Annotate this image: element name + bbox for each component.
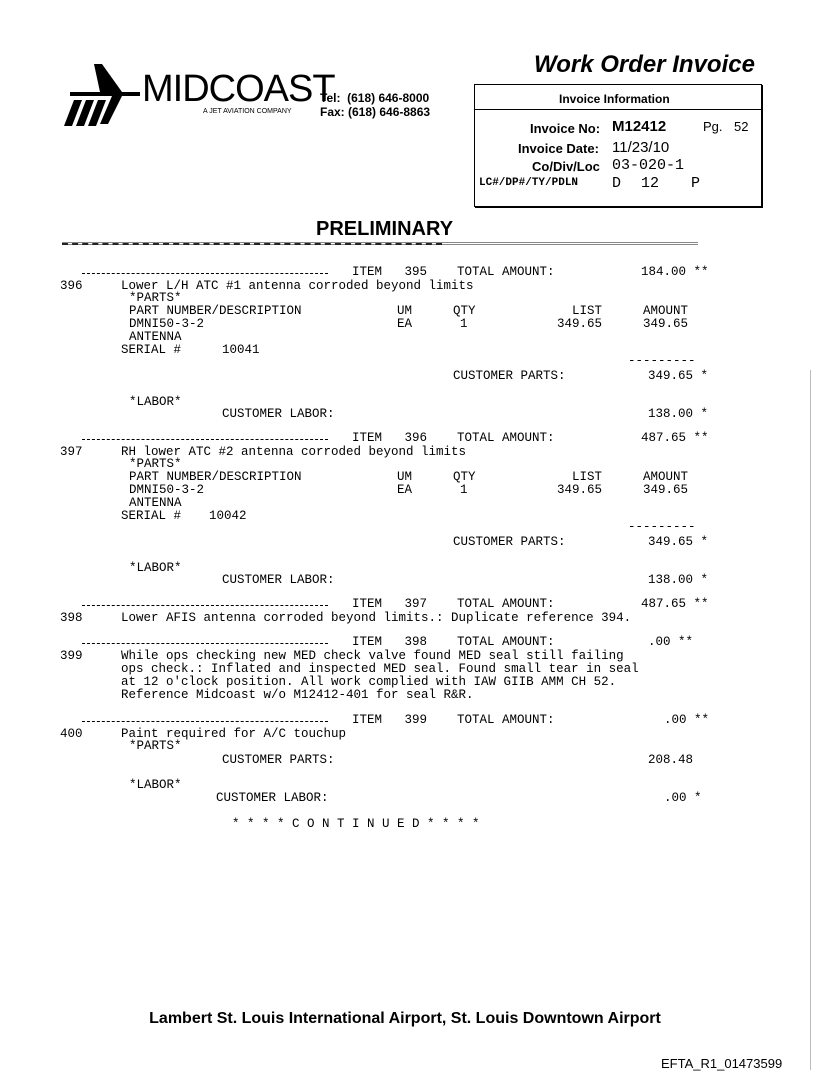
preliminary-rule-dark: [62, 243, 442, 245]
customer-parts-amount: 349.65 *: [648, 369, 709, 383]
serial-label: SERIAL #: [121, 509, 182, 523]
subtotal-separator: ---------: [628, 354, 696, 368]
item-description-line: While ops checking new MED check valve found MED seal still failing: [121, 649, 624, 663]
serial-label: SERIAL #: [121, 343, 182, 357]
airplane-logo-icon: [60, 62, 140, 128]
col-um-header: UM: [397, 304, 413, 318]
item-description-line: Reference Midcoast w/o M12412-401 for seal R&R.: [121, 688, 474, 702]
document-title: Work Order Invoice: [534, 51, 755, 78]
page-label: Pg.: [703, 119, 723, 134]
codivloc-label: Co/Div/Loc: [532, 159, 600, 174]
customer-parts-label: CUSTOMER PARTS:: [222, 753, 335, 767]
part-um: EA: [397, 317, 413, 331]
parts-label: *PARTS*: [129, 739, 182, 753]
customer-labor-amount: .00 *: [664, 791, 702, 805]
invoice-date-value: 11/23/10: [612, 139, 670, 156]
preliminary-stamp: PRELIMINARY: [316, 218, 454, 240]
serial-number: 10041: [222, 343, 260, 357]
customer-parts-label: CUSTOMER PARTS:: [453, 535, 566, 549]
customer-labor-label: CUSTOMER LABOR:: [222, 407, 335, 421]
part-um: EA: [397, 483, 413, 497]
invoice-info-title: Invoice Information: [559, 92, 670, 106]
item-line: ITEM 397 TOTAL AMOUNT:: [352, 597, 555, 611]
item-description-line: at 12 o'clock position. All work complied with IAW GIIB AMM CH 52.: [121, 675, 617, 689]
item-total: 487.65 **: [641, 597, 709, 611]
col-amount-header: AMOUNT: [643, 470, 689, 484]
col-part-header: PART NUMBER/DESCRIPTION: [129, 470, 302, 484]
customer-labor-label: CUSTOMER LABOR:: [222, 573, 335, 587]
item-total: 487.65 **: [641, 431, 709, 445]
parts-label: *PARTS*: [129, 457, 182, 471]
item-total: .00 **: [648, 635, 694, 649]
col-part-header: PART NUMBER/DESCRIPTION: [129, 304, 302, 318]
invoice-date-label: Invoice Date:: [518, 141, 599, 156]
col-qty-header: QTY: [453, 470, 476, 484]
part-description: ANTENNA: [129, 496, 182, 510]
item-description: Lower AFIS antenna corroded beyond limits.: Duplicate reference 394.: [121, 611, 632, 625]
codivloc-value: 03-020-1: [612, 157, 685, 174]
part-list-price: 349.65: [557, 317, 603, 331]
part-qty: 1: [460, 483, 468, 497]
col-qty-header: QTY: [453, 304, 476, 318]
customer-labor-amount: 138.00 *: [648, 573, 709, 587]
item-separator: [82, 273, 328, 275]
labor-label: *LABOR*: [129, 395, 182, 409]
lc-p-value: P: [691, 175, 701, 192]
customer-parts-amount: 208.48: [648, 753, 694, 767]
lc-d-value: D: [612, 175, 622, 192]
invoice-no-label: Invoice No:: [530, 121, 601, 136]
company-logo: [52, 44, 132, 110]
company-fax: Fax: (618) 646-8863: [320, 105, 431, 119]
part-amount: 349.65: [643, 317, 689, 331]
col-list-header: LIST: [572, 470, 603, 484]
col-list-header: LIST: [572, 304, 603, 318]
footer-address: Lambert St. Louis International Airport, St. Louis Downtown Airport: [149, 1010, 661, 1027]
item-description-line: ops check.: Inflated and inspected MED seal. Found small tear in seal: [121, 662, 639, 676]
part-number: DMNI50-3-2: [129, 317, 205, 331]
item-number: 397: [60, 445, 83, 459]
serial-number: 10042: [209, 509, 247, 523]
item-separator: [82, 721, 328, 723]
item-line: ITEM 399 TOTAL AMOUNT:: [352, 713, 555, 727]
labor-label: *LABOR*: [129, 778, 182, 792]
customer-parts-amount: 349.65 *: [648, 535, 709, 549]
item-line: ITEM 395 TOTAL AMOUNT:: [352, 265, 555, 279]
company-tel: Tel: (618) 646-8000: [320, 91, 430, 105]
company-tagline: A JET AVIATION COMPANY: [203, 108, 292, 115]
item-separator: [82, 643, 328, 645]
part-amount: 349.65: [643, 483, 689, 497]
part-list-price: 349.65: [557, 483, 603, 497]
item-description: RH lower ATC #2 antenna corroded beyond limits: [121, 445, 467, 459]
item-number: 398: [60, 611, 83, 625]
subtotal-separator: ---------: [628, 520, 696, 534]
item-line: ITEM 396 TOTAL AMOUNT:: [352, 431, 555, 445]
col-um-header: UM: [397, 470, 413, 484]
part-qty: 1: [460, 317, 468, 331]
part-number: DMNI50-3-2: [129, 483, 205, 497]
parts-label: *PARTS*: [129, 291, 182, 305]
document-id: EFTA_R1_01473599: [661, 1056, 783, 1071]
continued-marker: * * * * C O N T I N U E D * * * *: [232, 817, 480, 831]
invoice-no-value: M12412: [612, 118, 667, 135]
item-number: 399: [60, 649, 83, 663]
lc-label: LC#/DP#/TY/PDLN: [479, 177, 579, 189]
item-description: Lower L/H ATC #1 antenna corroded beyond limits: [121, 279, 474, 293]
item-separator: [82, 439, 328, 441]
page-number: 52: [734, 119, 749, 134]
item-number: 396: [60, 279, 83, 293]
item-total: .00 **: [664, 713, 710, 727]
lc-num-value: 12: [641, 175, 660, 192]
item-total: 184.00 **: [641, 265, 709, 279]
col-amount-header: AMOUNT: [643, 304, 689, 318]
customer-labor-amount: 138.00 *: [648, 407, 709, 421]
scan-edge-line: [810, 370, 811, 1070]
item-number: 400: [60, 727, 83, 741]
item-line: ITEM 398 TOTAL AMOUNT:: [352, 635, 555, 649]
company-name: MIDCOAST: [142, 68, 335, 110]
part-description: ANTENNA: [129, 330, 182, 344]
customer-labor-label: CUSTOMER LABOR:: [216, 791, 329, 805]
customer-parts-label: CUSTOMER PARTS:: [453, 369, 566, 383]
item-separator: [82, 605, 328, 607]
labor-label: *LABOR*: [129, 561, 182, 575]
item-description: Paint required for A/C touchup: [121, 727, 347, 741]
